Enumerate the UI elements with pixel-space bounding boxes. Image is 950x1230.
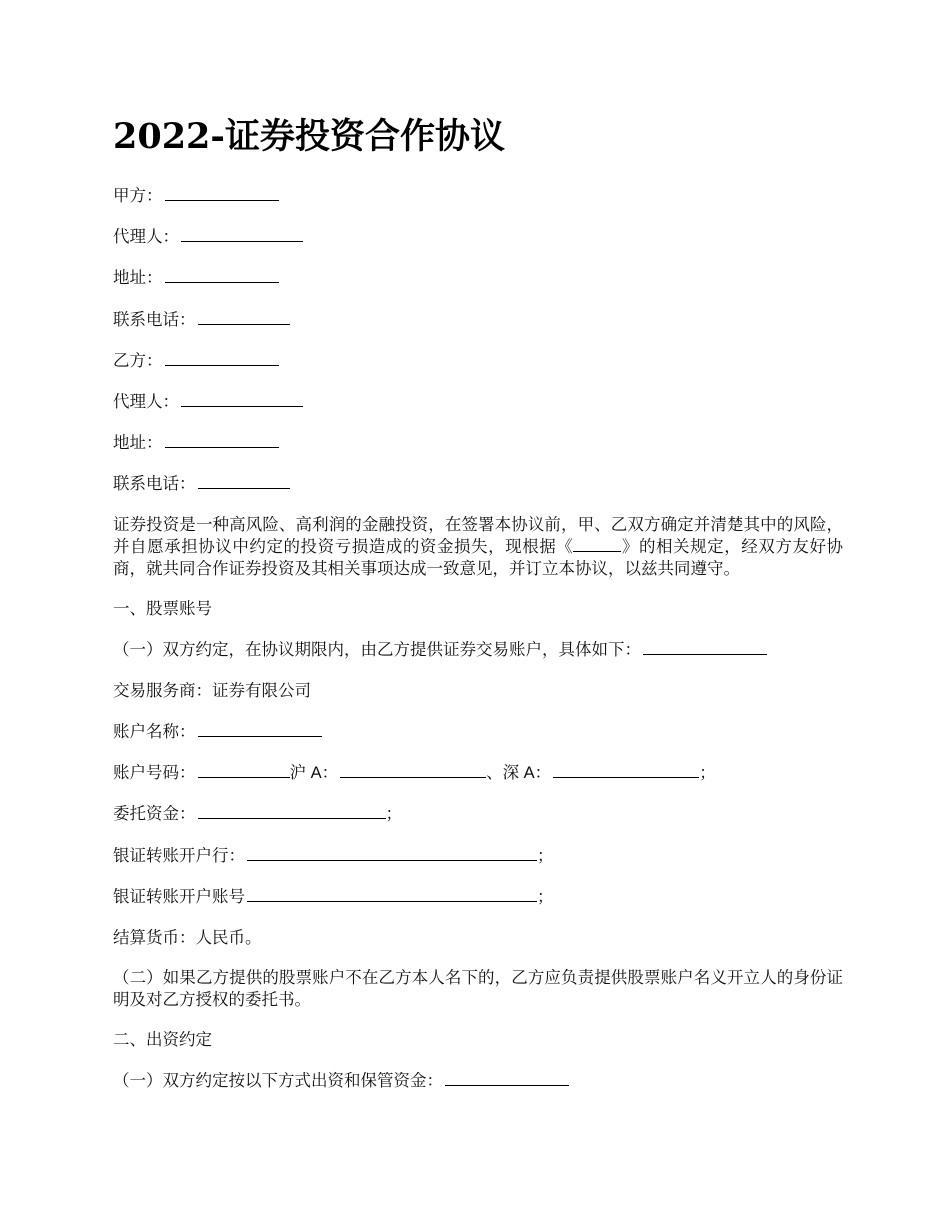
intro-part2: 》的相关规定，经双方友好协商，就共同合作证券投资及其相关事项达成一致意见，并订立本协议，以兹共同遵守。 — [113, 536, 844, 578]
account-number-label: 账户号码： — [113, 763, 196, 783]
party-a-agent-line — [113, 225, 843, 249]
bank-account-end: ； — [537, 886, 554, 906]
party-b-agent-blank[interactable] — [181, 390, 303, 407]
party-a-address-label: 地址： — [113, 268, 163, 288]
party-a-address-blank[interactable] — [165, 266, 279, 283]
bank-account-line — [113, 885, 843, 909]
party-b-agent-label: 代理人： — [113, 391, 179, 411]
regulation-name-blank[interactable] — [573, 537, 621, 552]
separator: 、 — [486, 763, 503, 783]
party-a-address-line — [113, 266, 843, 290]
section-2-heading: 二、出资约定 — [113, 1030, 212, 1050]
currency-line: 结算货币：人民币。 — [113, 928, 262, 947]
party-a-label: 甲方： — [113, 186, 163, 205]
entrusted-funds-label: 委托资金： — [113, 804, 196, 824]
shanghai-a-label: 沪 A： — [289, 764, 339, 783]
party-b-phone-line — [113, 472, 843, 496]
account-number-line — [113, 761, 843, 785]
party-b-address-label: 地址： — [113, 433, 163, 453]
party-a-phone-blank[interactable] — [198, 308, 290, 325]
bank-account-blank[interactable] — [247, 885, 537, 902]
account-name-blank[interactable] — [198, 720, 322, 737]
account-name-label: 账户名称： — [113, 722, 196, 742]
entrusted-funds-blank[interactable] — [198, 802, 386, 819]
party-a-line — [113, 184, 843, 208]
account-number-end: ； — [699, 763, 716, 783]
section-1-item-2: （二）如果乙方提供的股票账户不在乙方本人名下的，乙方应负责提供股票账户名义开立人的身份证明及对乙方授权的委托书。 — [113, 968, 843, 1010]
party-a-agent-label: 代理人： — [113, 227, 179, 247]
party-a-agent-blank[interactable] — [181, 225, 303, 242]
account-details-blank[interactable] — [643, 638, 767, 655]
document-title: 2022-证券投资合作协议 — [113, 116, 505, 157]
account-name-line — [113, 720, 843, 744]
funding-method-blank[interactable] — [445, 1069, 569, 1086]
party-b-address-line — [113, 431, 843, 455]
party-b-agent-line — [113, 390, 843, 414]
party-b-blank[interactable] — [165, 349, 279, 366]
party-b-address-blank[interactable] — [165, 431, 279, 448]
section-2-item-1 — [113, 1069, 843, 1093]
party-b-phone-blank[interactable] — [198, 472, 290, 489]
entrusted-funds-end: ； — [385, 804, 402, 824]
section-1-item-1 — [113, 638, 843, 662]
section-1-item-1-text: （一）双方约定，在协议期限内，由乙方提供证券交易账户，具体如下： — [113, 639, 641, 659]
bank-blank[interactable] — [247, 844, 537, 861]
party-a-phone-label: 联系电话： — [113, 309, 196, 329]
party-b-line — [113, 349, 843, 373]
account-number-blank[interactable] — [198, 761, 290, 778]
party-b-label: 乙方： — [113, 350, 163, 370]
party-a-phone-line — [113, 308, 843, 332]
party-a-blank[interactable] — [165, 184, 279, 201]
intro-paragraph — [113, 514, 843, 580]
section-2-item-1-text: （一）双方约定按以下方式出资和保管资金： — [113, 1071, 443, 1091]
bank-line — [113, 844, 843, 868]
bank-end: ； — [537, 845, 554, 865]
shenzhen-a-label: 深 A： — [502, 764, 552, 783]
intro-part1: 证券投资是一种高风险、高利润的金融投资，在签署本协议前，甲、乙双方确定并清楚其中的风险，并自愿承担协议中约定的投资亏损造成的资金损失，现根据《 — [113, 514, 843, 556]
bank-account-label: 银证转账开户账号 — [113, 886, 245, 906]
party-b-phone-label: 联系电话： — [113, 474, 196, 494]
section-1-heading: 一、股票账号 — [113, 598, 212, 618]
shanghai-a-blank[interactable] — [340, 761, 486, 778]
document-page — [113, 112, 843, 1111]
shenzhen-a-blank[interactable] — [553, 761, 699, 778]
entrusted-funds-line — [113, 802, 843, 826]
broker-line: 交易服务商：证券有限公司 — [113, 680, 311, 700]
bank-label: 银证转账开户行： — [113, 845, 245, 865]
